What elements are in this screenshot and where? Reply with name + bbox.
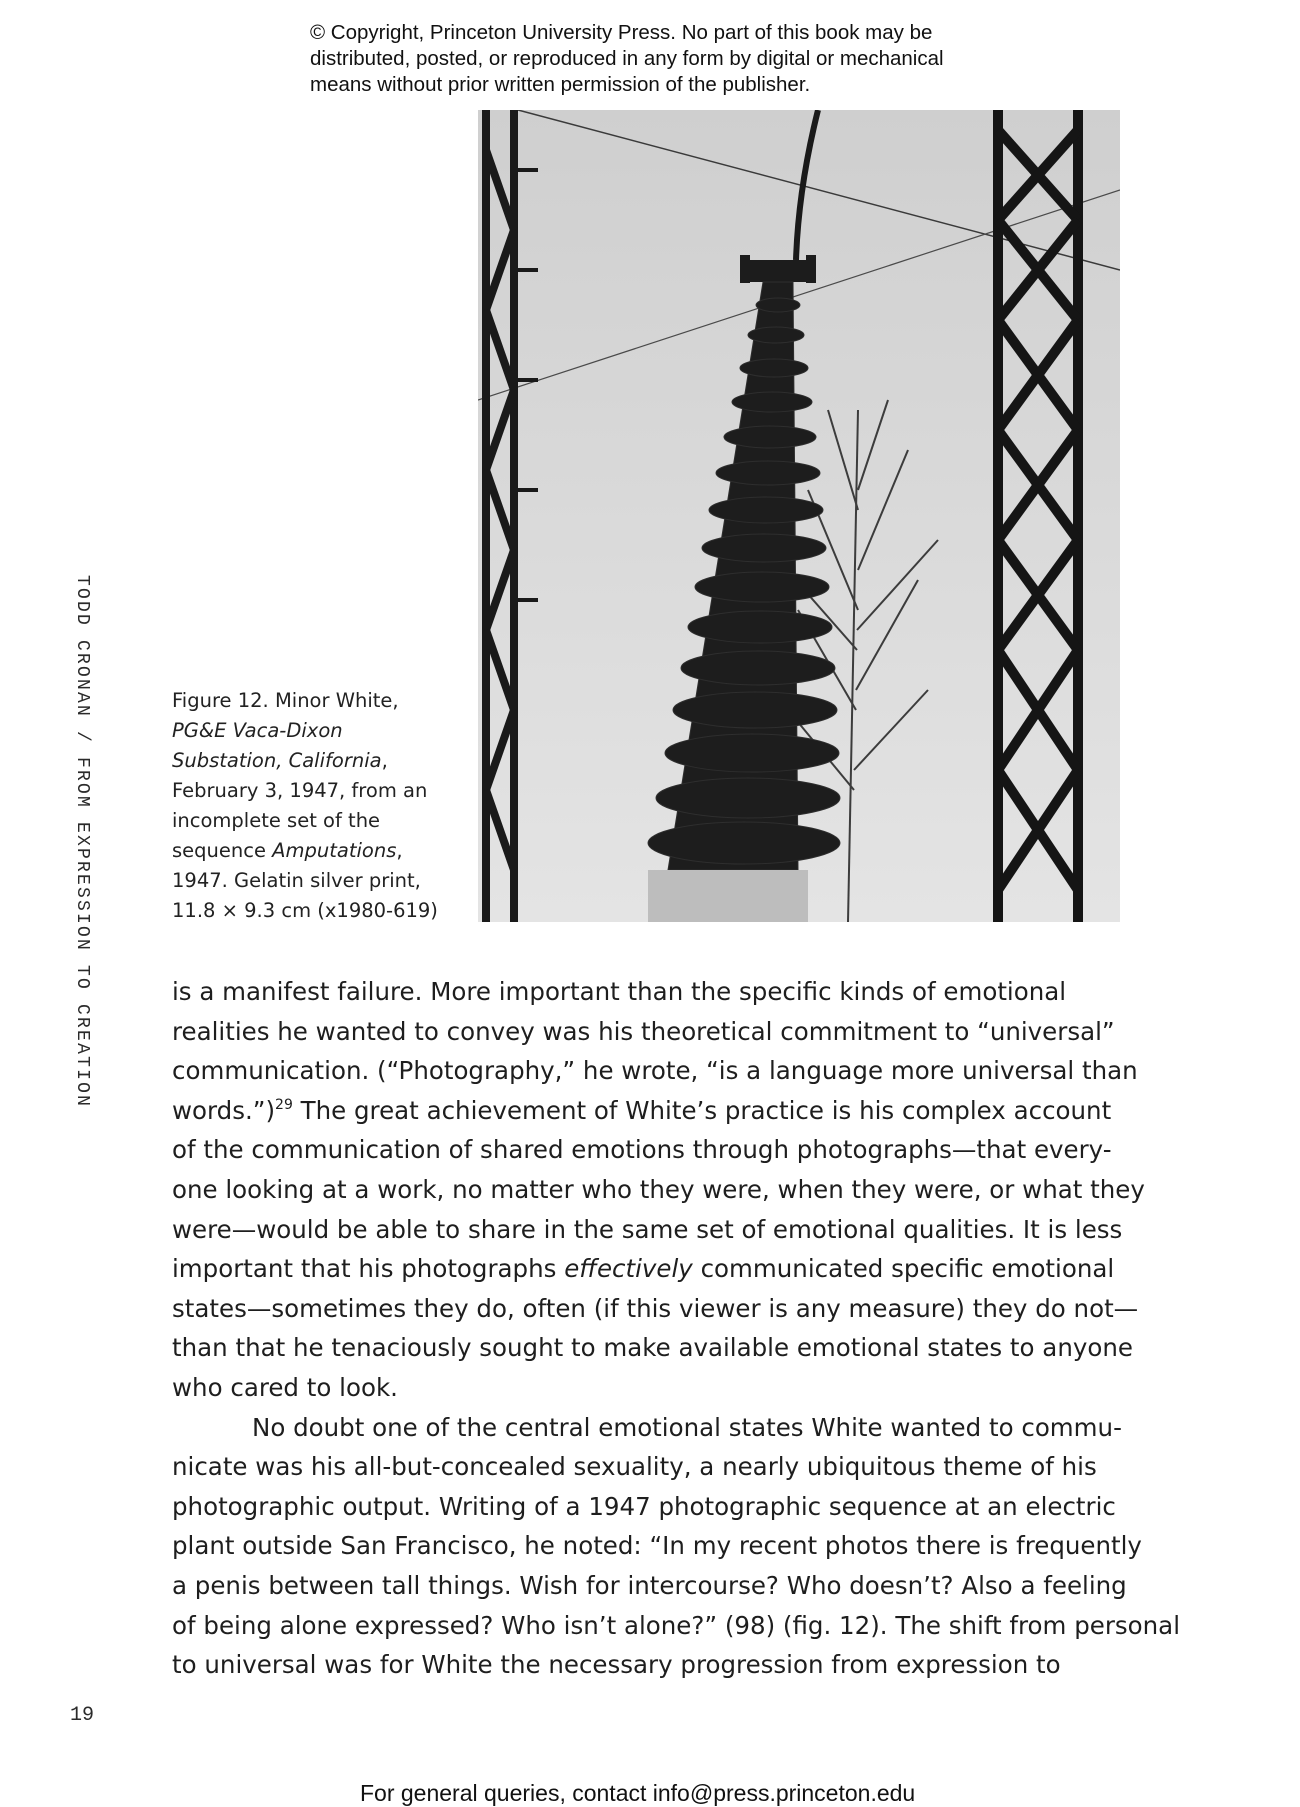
body-line: nicate was his all-but-concealed sexuality, a nearly ubiquitous theme of his <box>172 1452 1097 1482</box>
page-number: 19 <box>70 1704 95 1727</box>
body-line: to universal was for White the necessary progression from expression to <box>172 1650 1061 1680</box>
caption-line <box>172 716 432 746</box>
body-line: were—would be able to share in the same set of emotional qualities. It is less <box>172 1214 1123 1244</box>
figure-photograph <box>478 110 1120 922</box>
body-line: plant outside San Francisco, he noted: “In my recent photos there is frequently <box>172 1531 1142 1561</box>
body-line: one looking at a work, no matter who they were, when they were, or what they <box>172 1174 1145 1204</box>
caption-title-italic: PG&E Vaca-Dixon <box>172 719 343 742</box>
body-line: No doubt one of the central emotional states White wanted to commu- <box>252 1412 1122 1442</box>
copyright-line: distributed, posted, or reproduced in any form by digital or mechanical <box>310 47 944 70</box>
footnote-marker: 29 <box>275 1096 293 1113</box>
body-line: a penis between tall things. Wish for intercourse? Who doesn’t? Also a feeling <box>172 1570 1127 1600</box>
copyright-line: © Copyright, Princeton University Press. No part of this book may be <box>310 21 933 44</box>
caption-title-italic: Substation, California <box>172 749 382 772</box>
body-italic: effectively <box>564 1254 693 1284</box>
body-text-run: The great achievement of White’s practice is his complex account <box>292 1095 1112 1125</box>
copyright-notice <box>310 20 1010 98</box>
caption-line: Figure 12. Minor White, <box>172 689 399 712</box>
body-text-run: words.”) <box>172 1095 276 1125</box>
caption-line <box>172 836 432 866</box>
body-line: is a manifest failure. More important than the specific kinds of emotional <box>172 977 1067 1006</box>
body-text <box>172 972 1181 1685</box>
insulator-photo-illustration <box>478 110 1120 922</box>
body-line <box>172 1249 1132 1289</box>
body-line: communication. (“Photography,” he wrote, “is a language more universal than <box>172 1056 1138 1086</box>
body-text-run: communicated specific emotional <box>692 1254 1115 1284</box>
body-line: than that he tenaciously sought to make available emotional states to anyone <box>172 1333 1133 1363</box>
caption-line: 1947. Gelatin silver print, <box>172 869 421 892</box>
caption-line <box>172 746 432 776</box>
body-line <box>172 1091 1132 1131</box>
caption-punct: , <box>381 749 388 772</box>
caption-line: February 3, 1947, from an <box>172 779 428 802</box>
running-head: TODD CRONAN / FROM EXPRESSION TO CREATION <box>72 575 92 1109</box>
caption-text: sequence <box>172 839 273 862</box>
caption-line: incomplete set of the <box>172 809 381 832</box>
body-line: of the communication of shared emotions through photographs—that every- <box>172 1135 1112 1165</box>
body-line: who cared to look. <box>172 1372 398 1402</box>
body-line: states—sometimes they do, often (if this viewer is any measure) they do not— <box>172 1293 1139 1323</box>
body-line: of being alone expressed? Who isn’t alone?” (98) (fig. 12). The shift from personal <box>172 1610 1181 1640</box>
figure-caption <box>172 686 438 926</box>
footer-contact: For general queries, contact info@press.princeton.edu <box>360 1780 916 1806</box>
body-text-run: important that his photographs <box>172 1254 565 1284</box>
copyright-line: means without prior written permission of the publisher. <box>310 73 811 96</box>
caption-punct: , <box>396 839 403 862</box>
body-line: photographic output. Writing of a 1947 photographic sequence at an electric <box>172 1491 1116 1521</box>
caption-line: 11.8 × 9.3 cm (x1980-619) <box>172 899 438 922</box>
caption-sequence-italic: Amputations <box>272 839 397 862</box>
body-line: realities he wanted to convey was his theoretical commitment to “universal” <box>172 1016 1115 1046</box>
